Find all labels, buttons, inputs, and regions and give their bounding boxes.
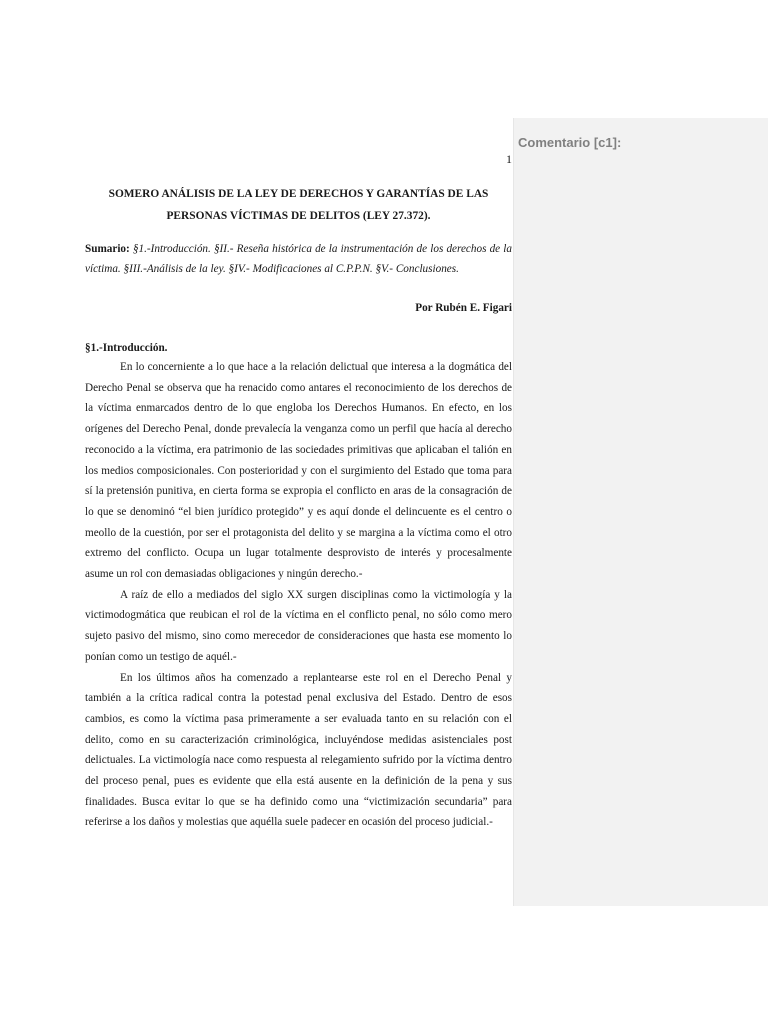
paragraph-3: En los últimos años ha comenzado a replantearse este rol en el Derecho Penal y también a la crítica radical contra la potestad penal exclusiva del Estado. Dentro de esos cambios, es como la víctima pasa primeramente a ser evaluada tanto en su relación con el delito, como en su caracterización criminológica, incluyéndose medidas asistenciales post delictuales. La victimología nace como respuesta al relegamiento sufrido por la víctima dentro del proceso penal, pues es evidente que ella está ausente en la definición de la pena y sus finalidades. Busca evitar lo que se ha definido como una “victimización secundaria” para referirse a los daños y molestias que aquélla suele padecer en ocasión del proceso judicial.-: [85, 671, 512, 829]
page-number: 1: [506, 152, 512, 166]
comment-pane: [513, 118, 768, 906]
summary: [85, 240, 512, 279]
summary-text: §1.-Introducción. §II.- Reseña histórica de la instrumentación de los derechos de la víctima. §III.-Análisis de la ley. §IV.- Modificaciones al C.P.P.N. §V.- Conclusiones.: [85, 243, 513, 275]
author-line: Por Rubén E. Figari: [415, 302, 512, 314]
paragraph-2: A raíz de ello a mediados del siglo XX surgen disciplinas como la victimología y la victimodogmática que reubican el rol de la víctima en el conflicto penal, no sólo como mero sujeto pasivo del mismo, sino como merecedor de consideraciones que hasta ese momento lo ponían como un testigo de aquél.-: [85, 588, 512, 663]
section-heading: §1.-Introducción.: [85, 342, 168, 354]
summary-label: Sumario:: [85, 243, 130, 255]
body-text: [85, 357, 512, 833]
comment-title: Comentario [c1]:: [518, 135, 622, 150]
paragraph-1: En lo concerniente a lo que hace a la relación delictual que interesa a la dogmática del Derecho Penal se observa que ha renacido como antares el reconocimiento de los derechos de la víctima enmarcados dentro de lo que engloba los Derechos Humanos. En efecto, en los orígenes del Derecho Penal, donde prevalecía la venganza como un perfil que hacía al derecho reconocido a la víctima, era patrimonio de las sociedades primitivas que aplicaban el talión en los medios composicionales. Con posterioridad y con el surgimiento del Estado que toma para sí la pretensión punitiva, en cierta forma se expropia el conflicto en aras de la consagración de lo que se denominó “el bien jurídico protegido” y es aquí donde el delincuente es el centro o meollo de la cuestión, por ser el protagonista del delito y se margina a la víctima como el otro extremo del conflicto. Ocupa un lugar totalmente desprovisto de interés y procesalmente asume un rol con demasiadas obligaciones y ningún derecho.-: [85, 361, 512, 581]
document-page: [85, 0, 512, 1024]
document-title: SOMERO ANÁLISIS DE LA LEY DE DERECHOS Y GARANTÍAS DE LAS PERSONAS VÍCTIMAS DE DELITOS (LEY 27.372).: [108, 188, 489, 222]
